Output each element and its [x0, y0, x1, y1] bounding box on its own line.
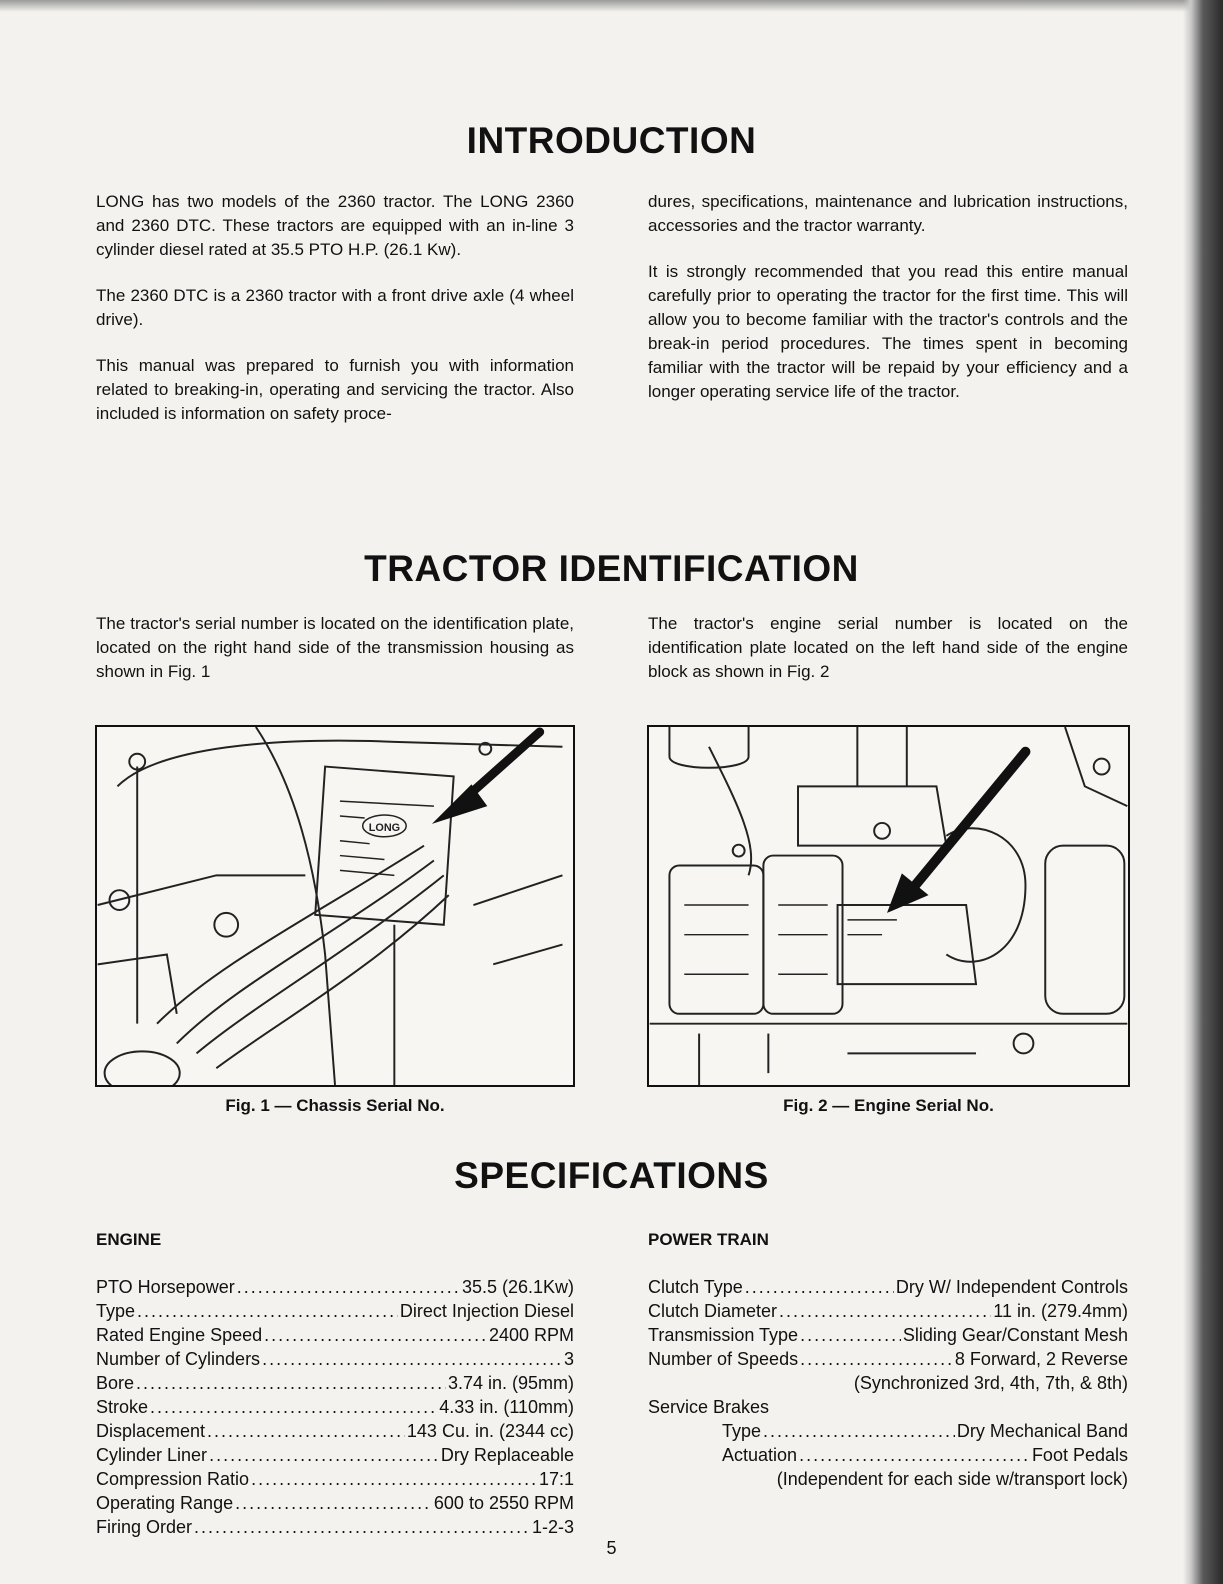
fig2-caption: Fig. 2 — Engine Serial No.	[783, 1096, 994, 1115]
fig2-line-drawing	[649, 727, 1128, 1085]
intro-paragraph-4: dures, specifications, maintenance and lubrication instructions, accessories and the tractor warranty.	[648, 192, 1128, 235]
spec-row-compression-ratio: Compression Ratio ..... 17:1	[96, 1467, 574, 1491]
spec-row-pto-horsepower: PTO Horsepower ..... 35.5 (26.1Kw)	[96, 1275, 574, 1299]
identification-right-text: The tractor's engine serial number is located on the identification plate located on the left hand side of the engine block as shown in Fig. 2	[648, 614, 1128, 681]
fig2-engine-photo	[647, 725, 1130, 1087]
engine-heading: ENGINE	[96, 1230, 162, 1249]
specifications-title: SPECIFICATIONS	[454, 1155, 769, 1196]
spec-row-brake-actuation: Actuation ..... Foot Pedals	[648, 1443, 1128, 1467]
speeds-note: (Synchronized 3rd, 4th, 7th, & 8th)	[853, 1373, 1128, 1393]
spec-row-stroke: Stroke ..... 4.33 in. (110mm)	[96, 1395, 574, 1419]
identification-title: TRACTOR IDENTIFICATION	[364, 548, 859, 589]
spec-row-bore: Bore ..... 3.74 in. (95mm)	[96, 1371, 574, 1395]
spec-row-firing-order: Firing Order ..... 1-2-3	[96, 1515, 574, 1539]
page-number: 5	[606, 1538, 617, 1558]
power-train-heading: POWER TRAIN	[648, 1230, 769, 1249]
fig1-plate-logo: LONG	[368, 821, 401, 834]
spec-row-clutch-diameter: Clutch Diameter ..... 11 in. (279.4mm)	[648, 1299, 1128, 1323]
engine-spec-list	[96, 1275, 574, 1539]
introduction-left-column	[96, 190, 574, 448]
brakes-note: (Independent for each side w/transport lock)	[776, 1469, 1128, 1489]
intro-paragraph-5: It is strongly recommended that you read this entire manual carefully prior to operating the tractor for the first time. This will allow you to become familiar with the tractor's controls and the break-in period procedures. The times spent in becoming familiar with the tractor will be repaid by your efficiency and a longer operating service life of the tractor.	[648, 262, 1128, 401]
intro-paragraph-1: LONG has two models of the 2360 tractor. The LONG 2360 and 2360 DTC. These tractors are equipped with an in-line 3 cylinder diesel rated at 35.5 PTO H.P. (26.1 Kw).	[96, 192, 574, 259]
spec-row-cylinder-liner: Cylinder Liner ..... Dry Replaceable	[96, 1443, 574, 1467]
introduction-title: INTRODUCTION	[466, 120, 757, 161]
scan-edge-right	[1183, 0, 1223, 1584]
spec-row-number-of-speeds: Number of Speeds ..... 8 Forward, 2 Reverse	[648, 1347, 1128, 1371]
spec-row-displacement: Displacement ..... 143 Cu. in. (2344 cc)	[96, 1419, 574, 1443]
service-brakes-label: Service Brakes	[648, 1397, 770, 1417]
spec-row-number-of-cylinders: Number of Cylinders ..... 3	[96, 1347, 574, 1371]
power-train-spec-list	[648, 1275, 1128, 1491]
fig1-chassis-photo	[95, 725, 575, 1087]
spec-row-rated-engine-speed: Rated Engine Speed ..... 2400 RPM	[96, 1323, 574, 1347]
fig1-caption: Fig. 1 — Chassis Serial No.	[225, 1096, 445, 1115]
spec-row-operating-range: Operating Range ..... 600 to 2550 RPM	[96, 1491, 574, 1515]
spec-row-type: Type ..... Direct Injection Diesel	[96, 1299, 574, 1323]
identification-left-text: The tractor's serial number is located on the identification plate, located on the right hand side of the transmission housing as shown in Fig. 1	[96, 614, 574, 681]
fig1-line-drawing	[97, 727, 573, 1085]
intro-paragraph-2: The 2360 DTC is a 2360 tractor with a front drive axle (4 wheel drive).	[96, 286, 574, 329]
intro-paragraph-3: This manual was prepared to furnish you with information related to breaking-in, operating and servicing the tractor. Also included is information on safety proce-	[96, 356, 574, 423]
spec-row-transmission-type: Transmission Type ..... Sliding Gear/Constant Mesh	[648, 1323, 1128, 1347]
spec-row-brake-type: Type ..... Dry Mechanical Band	[648, 1419, 1128, 1443]
scan-edge-top	[0, 0, 1223, 12]
introduction-right-column	[648, 190, 1128, 426]
spec-row-clutch-type: Clutch Type ..... Dry W/ Independent Controls	[648, 1275, 1128, 1299]
